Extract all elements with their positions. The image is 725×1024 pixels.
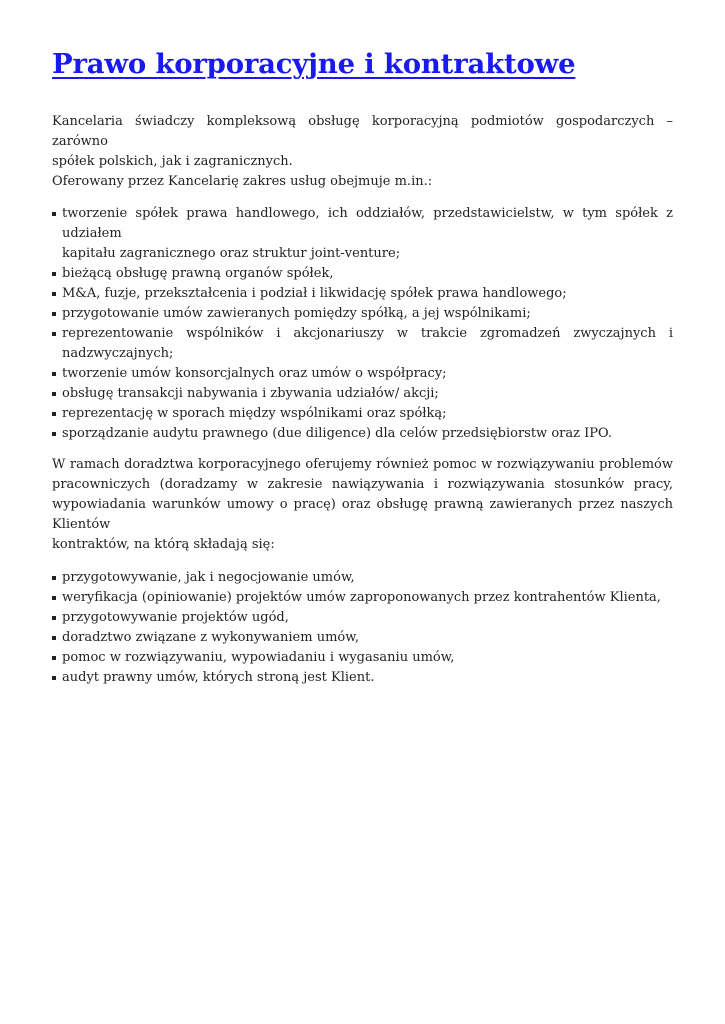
square-bullet-icon bbox=[52, 412, 56, 416]
square-bullet-icon bbox=[52, 636, 56, 640]
list-item-text: doradztwo związane z wykonywaniem umów, bbox=[62, 630, 359, 645]
paragraph-line: wypowiadania warunków umowy o pracę) oraz obsługę prawną zawieranych przez naszych Klientów bbox=[52, 497, 673, 532]
square-bullet-icon bbox=[52, 372, 56, 376]
contracts-paragraph bbox=[52, 455, 673, 555]
square-bullet-icon bbox=[52, 656, 56, 660]
square-bullet-icon bbox=[52, 432, 56, 436]
list-item bbox=[52, 384, 673, 404]
square-bullet-icon bbox=[52, 676, 56, 680]
list-item-text: reprezentowanie wspólników i akcjonariuszy w trakcie zgromadzeń zwyczajnych i nadzwyczajnych; bbox=[62, 326, 673, 361]
list-item bbox=[52, 608, 673, 628]
list-item bbox=[52, 568, 673, 588]
list-item bbox=[52, 404, 673, 424]
paragraph-line: pracowniczych (doradzamy w zakresie nawiązywania i rozwiązywania stosunków pracy, bbox=[52, 477, 673, 492]
list-item-text: przygotowanie umów zawieranych pomiędzy spółką, a jej wspólnikami; bbox=[62, 306, 531, 321]
list-item-text: obsługę transakcji nabywania i zbywania udziałów/ akcji; bbox=[62, 386, 439, 401]
list-item-text: przygotowywanie projektów ugód, bbox=[62, 610, 289, 625]
list-item-text: M&A, fuzje, przekształcenia i podział i likwidację spółek prawa handlowego; bbox=[62, 286, 567, 301]
intro-line: spółek polskich, jak i zagranicznych. bbox=[52, 154, 293, 169]
list-item bbox=[52, 284, 673, 304]
square-bullet-icon bbox=[52, 272, 56, 276]
list-item-text: tworzenie umów konsorcjalnych oraz umów o współpracy; bbox=[62, 366, 447, 381]
page-title[interactable]: Prawo korporacyjne i kontraktowe bbox=[52, 48, 576, 80]
list-item-line: kapitału zagranicznego oraz struktur joint-venture; bbox=[62, 246, 401, 261]
services-list bbox=[52, 204, 673, 444]
intro-line: Oferowany przez Kancelarię zakres usług obejmuje m.in.: bbox=[52, 174, 433, 189]
intro-line: Kancelaria świadczy kompleksową obsługę korporacyjną podmiotów gospodarczych – zarówno bbox=[52, 114, 673, 149]
document-page bbox=[52, 44, 673, 688]
list-item-text: przygotowywanie, jak i negocjowanie umów, bbox=[62, 570, 355, 585]
list-item bbox=[52, 204, 673, 264]
square-bullet-icon bbox=[52, 596, 56, 600]
intro-paragraph bbox=[52, 112, 673, 192]
contracts-list bbox=[52, 568, 673, 688]
list-item-text: sporządzanie audytu prawnego (due diligence) dla celów przedsiębiorstw oraz IPO. bbox=[62, 426, 613, 441]
square-bullet-icon bbox=[52, 312, 56, 316]
list-item bbox=[52, 264, 673, 284]
list-item bbox=[52, 668, 673, 688]
list-item bbox=[52, 588, 673, 608]
square-bullet-icon bbox=[52, 292, 56, 296]
square-bullet-icon bbox=[52, 576, 56, 580]
list-item-text: reprezentację w sporach między wspólnikami oraz spółką; bbox=[62, 406, 447, 421]
square-bullet-icon bbox=[52, 616, 56, 620]
square-bullet-icon bbox=[52, 392, 56, 396]
list-item bbox=[52, 628, 673, 648]
list-item bbox=[52, 304, 673, 324]
list-item-text: bieżącą obsługę prawną organów spółek, bbox=[62, 266, 334, 281]
list-item bbox=[52, 364, 673, 384]
list-item-text: weryfikacja (opiniowanie) projektów umów zaproponowanych przez kontrahentów Klienta, bbox=[62, 590, 661, 605]
paragraph-line: W ramach doradztwa korporacyjnego oferujemy również pomoc w rozwiązywaniu problemów bbox=[52, 457, 673, 472]
list-item bbox=[52, 648, 673, 668]
list-item-text: pomoc w rozwiązywaniu, wypowiadaniu i wygasaniu umów, bbox=[62, 650, 455, 665]
list-item-text: audyt prawny umów, których stroną jest Klient. bbox=[62, 670, 375, 685]
list-item bbox=[52, 324, 673, 364]
list-item-line: tworzenie spółek prawa handlowego, ich oddziałów, przedstawicielstw, w tym spółek z udziałem bbox=[62, 206, 673, 241]
paragraph-line: kontraktów, na którą składają się: bbox=[52, 537, 275, 552]
square-bullet-icon bbox=[52, 212, 56, 216]
list-item bbox=[52, 424, 673, 444]
square-bullet-icon bbox=[52, 332, 56, 336]
